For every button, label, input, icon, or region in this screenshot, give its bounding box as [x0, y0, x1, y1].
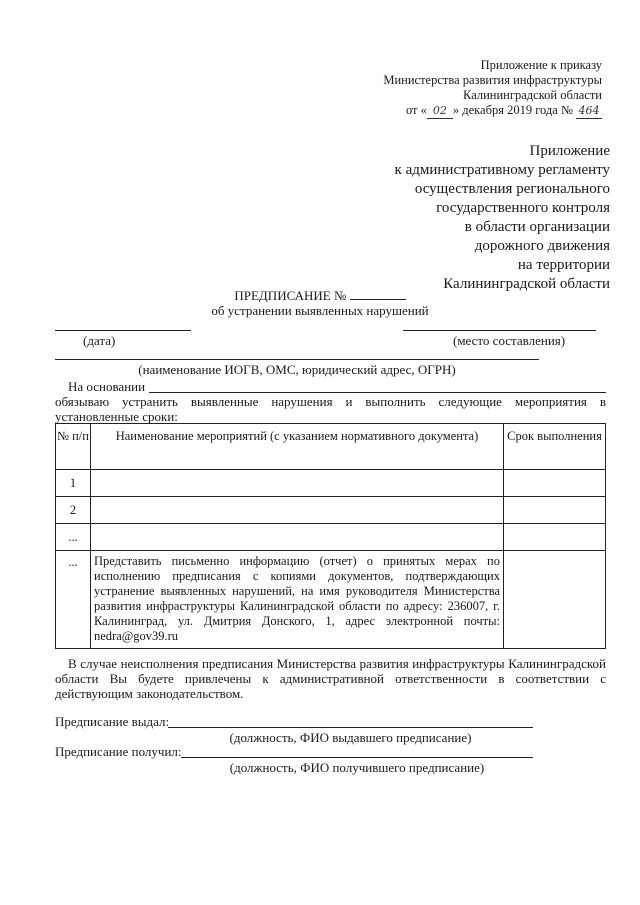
header-term: Срок выполнения — [504, 424, 606, 470]
row-text — [91, 524, 504, 551]
issued-hint: (должность, ФИО выдавшего предписание) — [229, 730, 472, 745]
appendix-line: Приложение — [529, 143, 610, 159]
row-num: 1 — [56, 470, 91, 497]
number-blank — [350, 299, 406, 300]
order-day-handwritten: 02 — [427, 103, 453, 119]
appendix-header — [310, 142, 610, 294]
table-row — [56, 551, 606, 649]
table-header-row — [56, 424, 606, 470]
row-text — [91, 470, 504, 497]
order-line-3: Калининградской области — [463, 88, 602, 102]
date-prefix: от « — [405, 103, 427, 117]
row-num: ... — [56, 524, 91, 551]
appendix-line: осуществления регионального — [414, 181, 610, 197]
measures-table — [55, 423, 606, 649]
row-text: Представить письменно информацию (отчет) о принятых мерах по исполнению предписания с копиями документов, подтверждающих устранение выявленных нарушений, на имя руководителя Министерства развития инфраструктуры Калининградской области по адресу: 236007, г. Калининград, ул. Дмитрия Донского, 1, адрес электронной почты: nedra@gov39.ru — [91, 551, 504, 649]
org-blank-line — [55, 359, 539, 360]
place-label: (место составления) — [453, 333, 566, 348]
org-label: (наименование ИОГВ, ОМС, юридический адрес, ОГРН) — [138, 362, 456, 377]
obligation-text: обязываю устранить выявленные нарушения и выполнить следующие мероприятия в установленные сроки: — [55, 394, 606, 424]
order-reference — [302, 58, 602, 119]
appendix-line: к административному регламенту — [394, 162, 610, 178]
row-term — [504, 497, 606, 524]
basis-label: На основании — [68, 379, 146, 394]
row-term — [504, 551, 606, 649]
table-row — [56, 524, 606, 551]
basis-blank-line — [149, 392, 606, 393]
appendix-line: Калининградской области — [443, 276, 610, 292]
received-label: Предписание получил: — [55, 744, 182, 759]
row-term — [504, 470, 606, 497]
order-line-2: Министерства развития инфраструктуры — [383, 73, 602, 87]
appendix-line: на территории — [517, 257, 610, 273]
appendix-line: дорожного движения — [474, 238, 610, 254]
issued-label: Предписание выдал: — [55, 714, 170, 729]
received-blank-line — [181, 757, 533, 758]
table-row — [56, 497, 606, 524]
row-text — [91, 497, 504, 524]
order-line-1: Приложение к приказу — [480, 58, 602, 72]
date-middle: » декабря 2019 года № — [452, 103, 573, 117]
header-num: № п/п — [56, 424, 91, 470]
warning-text: В случае неисполнения предписания Министерства развития инфраструктуры Калининградской области Вы будете привлечены к административной ответственности в соответствии с действующим законодательством. — [55, 656, 606, 701]
table-row — [56, 470, 606, 497]
row-num: ... — [56, 551, 91, 649]
document-title — [0, 288, 640, 318]
row-term — [504, 524, 606, 551]
appendix-line: в области организации — [464, 219, 610, 235]
place-blank-line — [403, 330, 596, 331]
order-date-line — [302, 103, 602, 119]
title-sub: об устранении выявленных нарушений — [211, 303, 429, 318]
date-blank-line — [55, 330, 191, 331]
appendix-line: государственного контроля — [436, 200, 610, 216]
date-label: (дата) — [83, 333, 116, 348]
order-number-handwritten: 464 — [576, 103, 602, 119]
header-name: Наименование мероприятий (с указанием нормативного документа) — [91, 424, 504, 470]
issued-blank-line — [168, 727, 533, 728]
row-num: 2 — [56, 497, 91, 524]
title-main: ПРЕДПИСАНИЕ № — [234, 288, 347, 303]
received-hint: (должность, ФИО получившего предписание) — [229, 760, 485, 775]
